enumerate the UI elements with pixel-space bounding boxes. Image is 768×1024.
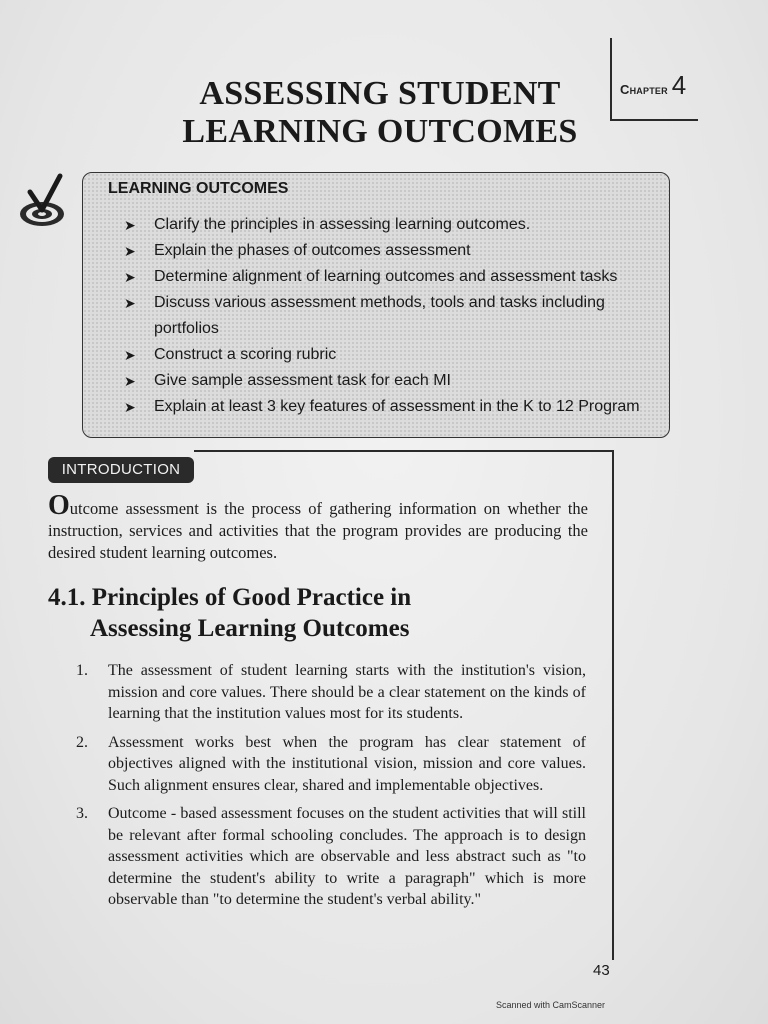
item-number: 3. — [76, 805, 88, 822]
list-item: ➤ Determine alignment of learning outcomes and assessment tasks — [120, 264, 650, 290]
arrow-bullet-icon: ➤ — [124, 295, 136, 311]
list-item: ➤ Explain at least 3 key features of assessment in the K to 12 Program — [120, 394, 650, 420]
list-item — [76, 732, 586, 797]
item-text: Assessment works best when the program has clear statement of objectives aligned with the institutional vision, mission and core values. Such alignment ensures clear, shared and implementable objectives. — [108, 733, 586, 794]
list-item: ➤ Clarify the principles in assessing learning outcomes. — [120, 212, 650, 238]
list-item — [76, 660, 586, 725]
arrow-bullet-icon: ➤ — [124, 399, 136, 415]
chapter-word: Chapter — [620, 82, 668, 97]
title-line-2: LEARNING OUTCOMES — [182, 113, 578, 150]
chapter-divider-horizontal — [610, 119, 698, 121]
page-title — [180, 75, 580, 151]
drop-cap: O — [48, 490, 70, 521]
arrow-bullet-icon: ➤ — [124, 243, 136, 259]
learning-outcomes-list — [120, 212, 650, 420]
list-item: ➤ Give sample assessment task for each MI — [120, 368, 650, 394]
list-item — [76, 803, 586, 911]
chapter-divider-vertical — [610, 38, 612, 120]
list-item: ➤ Discuss various assessment methods, tools and tasks including portfolios — [120, 290, 650, 342]
introduction-badge: INTRODUCTION — [48, 457, 194, 483]
list-item: ➤ Construct a scoring rubric — [120, 342, 650, 368]
principles-list — [76, 660, 586, 918]
item-text: The assessment of student learning starts with the institution's vision, mission and core values. There should be a clear statement on the kinds of learning that the institution values most for its students. — [108, 662, 586, 722]
item-text: Outcome - based assessment focuses on the student activities that will still be relevant after formal schooling concludes. The approach is to design assessment activities which are observable and less abstract such as "to determine the student's ability to write a paragraph" which is more observable than "to determine the student's verbal ability." — [108, 805, 586, 908]
arrow-bullet-icon: ➤ — [124, 217, 136, 233]
margin-rule — [612, 450, 614, 960]
arrow-bullet-icon: ➤ — [124, 347, 136, 363]
scanner-watermark: Scanned with CamScanner — [496, 1000, 606, 1010]
chapter-label — [620, 70, 686, 101]
chapter-number: 4 — [671, 70, 687, 100]
item-number: 1. — [76, 662, 88, 679]
title-line-1: ASSESSING STUDENT — [199, 75, 561, 112]
learning-outcomes-heading: LEARNING OUTCOMES — [108, 180, 289, 197]
section-heading-line-2: Assessing Learning Outcomes — [90, 615, 410, 642]
arrow-bullet-icon: ➤ — [124, 373, 136, 389]
introduction-divider — [194, 450, 614, 452]
item-number: 2. — [76, 733, 88, 751]
arrow-bullet-icon: ➤ — [124, 269, 136, 285]
section-heading-line-1: 4.1. Principles of Good Practice in — [48, 584, 412, 611]
page-number: 43 — [593, 962, 610, 979]
list-item: ➤ Explain the phases of outcomes assessment — [120, 238, 650, 264]
section-heading — [48, 582, 568, 644]
introduction-text: utcome assessment is the process of gathering information on whether the instruction, services and activities that the program provides are producing the desired student learning outcomes. — [48, 499, 588, 562]
target-check-icon — [16, 172, 78, 234]
introduction-paragraph — [48, 490, 588, 564]
